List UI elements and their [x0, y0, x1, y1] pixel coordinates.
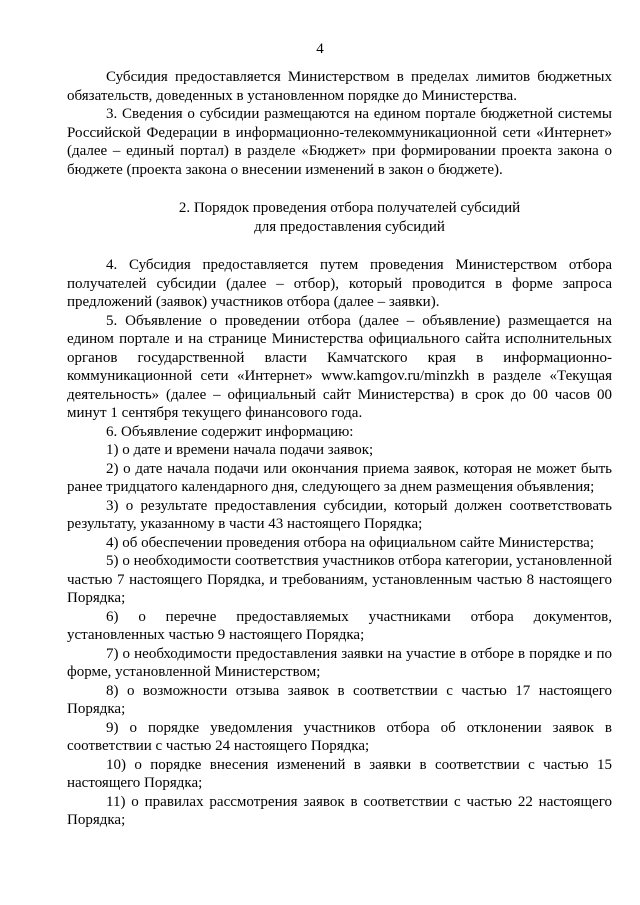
list-item: 2) о дате начала подачи или окончания приема заявок, которая не может быть ранее тридцатого календарного дня, следующего за днем размещения объявления; — [67, 460, 612, 495]
list-item: 3) о результате предоставления субсидии, который должен соответствовать результату, указанному в части 43 настоящего Порядка; — [67, 497, 612, 532]
section-heading-line: 2. Порядок проведения отбора получателей субсидий — [178, 200, 521, 216]
document-body — [67, 68, 612, 830]
paragraph: 5. Объявление о проведении отбора (далее – объявление) размещается на едином портале и на странице Министерства официального сайта исполнительных органов государственной власти Камчатского края в информационно-коммуникационной сети «Интернет» www.kamgov.ru/minzkh в разделе «Текущая деятельность» (далее – официальный сайт Министерства) в срок до 00 часов 00 минут 1 сентября текущего финансового года. — [67, 312, 612, 421]
list-item: 8) о возможности отзыва заявок в соответствии с частью 17 настоящего Порядка; — [67, 682, 612, 717]
list-item: 6) о перечне предоставляемых участниками отбора документов, установленных частью 9 настоящего Порядка; — [67, 608, 612, 643]
list-item: 11) о правилах рассмотрения заявок в соответствии с частью 22 настоящего Порядка; — [67, 793, 612, 828]
list-item: 10) о порядке внесения изменений в заявки в соответствии с частью 15 настоящего Порядка; — [67, 756, 612, 791]
list-item: 4) об обеспечении проведения отбора на официальном сайте Министерства; — [106, 534, 595, 551]
section-heading-line: для предоставления субсидий — [254, 218, 445, 235]
list-item: 9) о порядке уведомления участников отбора об отклонении заявок в соответствии с частью 24 настоящего Порядка; — [67, 719, 612, 754]
section-heading — [67, 199, 612, 236]
list-item: 1) о дате и времени начала подачи заявок; — [106, 442, 374, 458]
paragraph: 4. Субсидия предоставляется путем проведения Министерством отбора получателей субсидии (далее – отбор), который проводится в форме запроса предложений (заявок) участников отбора (далее – заявки). — [67, 257, 612, 310]
list-item: 7) о необходимости предоставления заявки на участие в отборе в порядке и по форме, установленной Министерством; — [67, 645, 612, 680]
paragraph: 6. Объявление содержит информацию: — [106, 423, 354, 440]
paragraph: Субсидия предоставляется Министерством в пределах лимитов бюджетных обязательств, доведенных в установленном порядке до Министерства. — [67, 69, 612, 104]
page-number: 4 — [316, 41, 324, 57]
list-item: 5) о необходимости соответствия участников отбора категории, установленной частью 7 настоящего Порядка, и требованиям, установленным частью 8 настоящего Порядка; — [67, 553, 612, 606]
paragraph: 3. Сведения о субсидии размещаются на едином портале бюджетной системы Российской Федерации в информационно-телекоммуникационной сети «Интернет» (далее – единый портал) в разделе «Бюджет» при формировании проекта закона о бюджете (проекта закона о внесении изменений в закон о бюджете). — [67, 106, 612, 178]
